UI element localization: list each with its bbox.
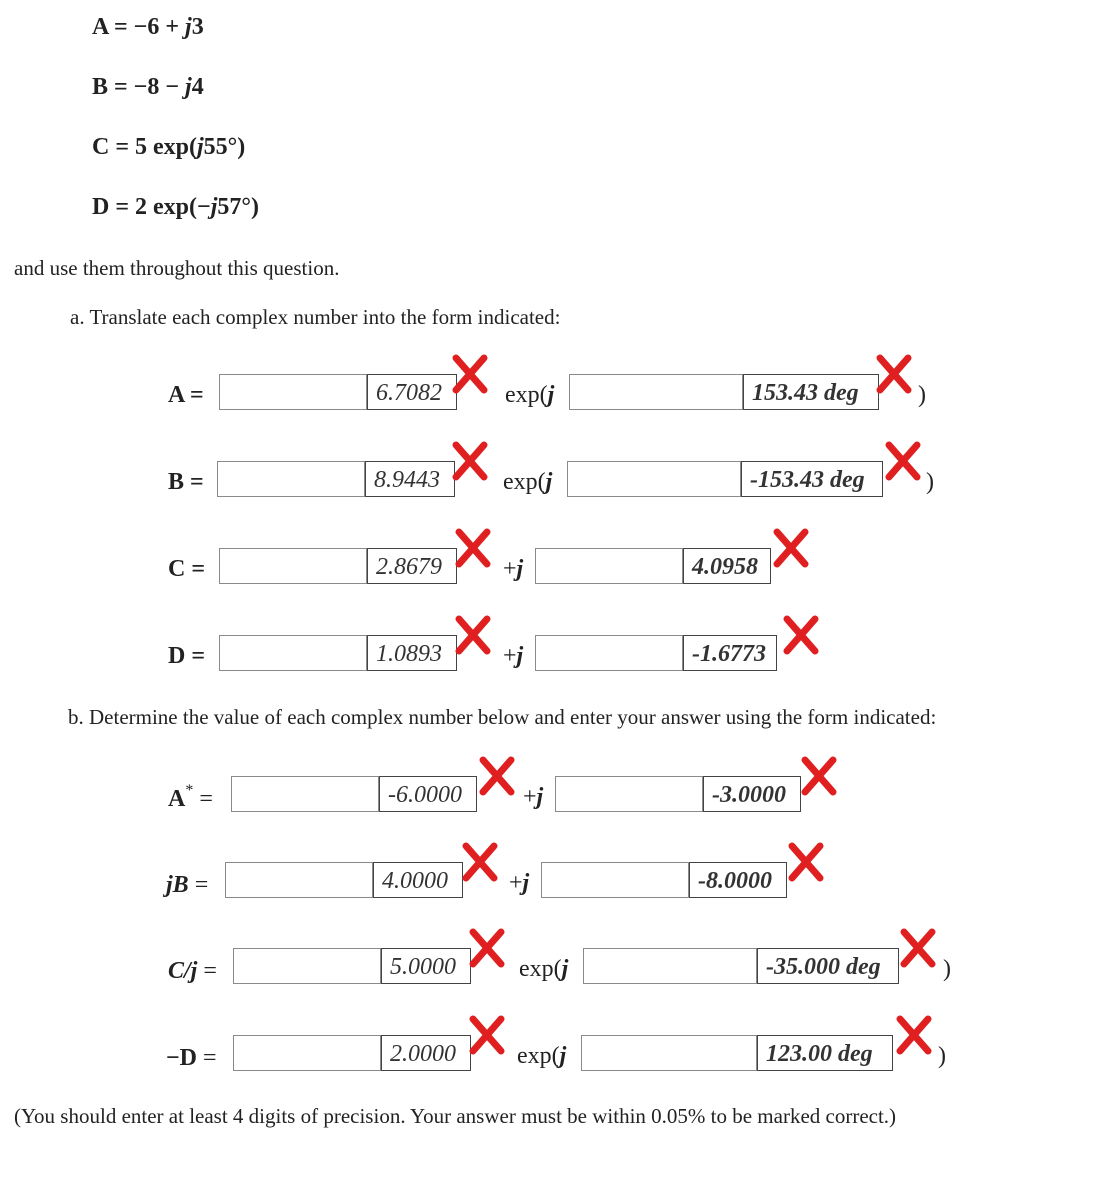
answer-input[interactable] [569,374,743,410]
incorrect-x-icon [896,1015,932,1055]
previous-answer: 153.43 deg [743,374,879,410]
previous-answer: 8.9443 [365,461,455,497]
previous-answer: -1.6773 [683,635,777,671]
incorrect-x-icon [455,615,491,655]
part-b-row-jb [0,862,1115,908]
definition-d: D = 2 exp(−j57°) [92,194,259,220]
part-a-row-b [0,461,1115,507]
previous-answer: 1.0893 [367,635,457,671]
form-operator: +j [503,643,524,669]
incorrect-x-icon [783,615,819,655]
incorrect-x-icon [469,1015,505,1055]
answer-input[interactable] [233,1035,381,1071]
close-paren: ) [943,956,951,982]
intro-text: and use them throughout this question. [14,256,340,280]
answer-input[interactable] [581,1035,757,1071]
form-operator: exp(j [517,1043,567,1069]
answer-input[interactable] [541,862,689,898]
previous-answer: 4.0958 [683,548,771,584]
part-a-prompt: a. Translate each complex number into the form indicated: [70,305,561,329]
previous-answer: 5.0000 [381,948,471,984]
answer-input[interactable] [555,776,703,812]
incorrect-x-icon [885,441,921,481]
row-label: −D = [166,1045,217,1071]
part-a-row-d [0,635,1115,681]
incorrect-x-icon [876,354,912,394]
form-operator: exp(j [503,469,553,495]
answer-input[interactable] [225,862,373,898]
part-b-row-neg-d [0,1035,1115,1081]
previous-answer: -3.0000 [703,776,801,812]
answer-input[interactable] [231,776,379,812]
incorrect-x-icon [469,928,505,968]
form-operator: exp(j [505,382,555,408]
previous-answer: 4.0000 [373,862,463,898]
row-label: jB = [166,872,209,898]
incorrect-x-icon [788,842,824,882]
form-operator: +j [503,556,524,582]
incorrect-x-icon [455,528,491,568]
incorrect-x-icon [452,441,488,481]
close-paren: ) [938,1043,946,1069]
form-operator: +j [509,870,530,896]
row-label: A* = [168,782,213,812]
part-a-row-c [0,548,1115,594]
answer-input[interactable] [219,374,367,410]
previous-answer: 123.00 deg [757,1035,893,1071]
close-paren: ) [918,382,926,408]
row-label: C = [168,556,206,582]
row-label: B = [168,469,204,495]
row-label: D = [168,643,206,669]
incorrect-x-icon [479,756,515,796]
definition-b: B = −8 − j4 [92,74,204,100]
part-b-row-a-conjugate [0,776,1115,822]
previous-answer: 6.7082 [367,374,457,410]
precision-note: (You should enter at least 4 digits of precision. Your answer must be within 0.05% to be marked correct.) [14,1104,897,1128]
previous-answer: -6.0000 [379,776,477,812]
answer-input[interactable] [567,461,741,497]
part-a-row-a [0,374,1115,420]
definition-c: C = 5 exp(j55°) [92,134,246,160]
answer-input[interactable] [535,635,683,671]
close-paren: ) [926,469,934,495]
definition-a: A = −6 + j3 [92,14,204,40]
answer-input[interactable] [217,461,365,497]
answer-input[interactable] [219,548,367,584]
row-label: C/j = [168,958,217,984]
answer-input[interactable] [535,548,683,584]
answer-input[interactable] [233,948,381,984]
previous-answer: -8.0000 [689,862,787,898]
part-b-prompt: b. Determine the value of each complex number below and enter your answer using the form indicated: [68,705,937,729]
incorrect-x-icon [462,842,498,882]
answer-input[interactable] [219,635,367,671]
previous-answer: -35.000 deg [757,948,899,984]
row-label: A = [168,382,204,408]
form-operator: exp(j [519,956,569,982]
previous-answer: 2.8679 [367,548,457,584]
incorrect-x-icon [900,928,936,968]
part-b-row-c-over-j [0,948,1115,994]
answer-input[interactable] [583,948,757,984]
previous-answer: 2.0000 [381,1035,471,1071]
incorrect-x-icon [773,528,809,568]
incorrect-x-icon [801,756,837,796]
previous-answer: -153.43 deg [741,461,883,497]
form-operator: +j [523,784,544,810]
incorrect-x-icon [452,354,488,394]
